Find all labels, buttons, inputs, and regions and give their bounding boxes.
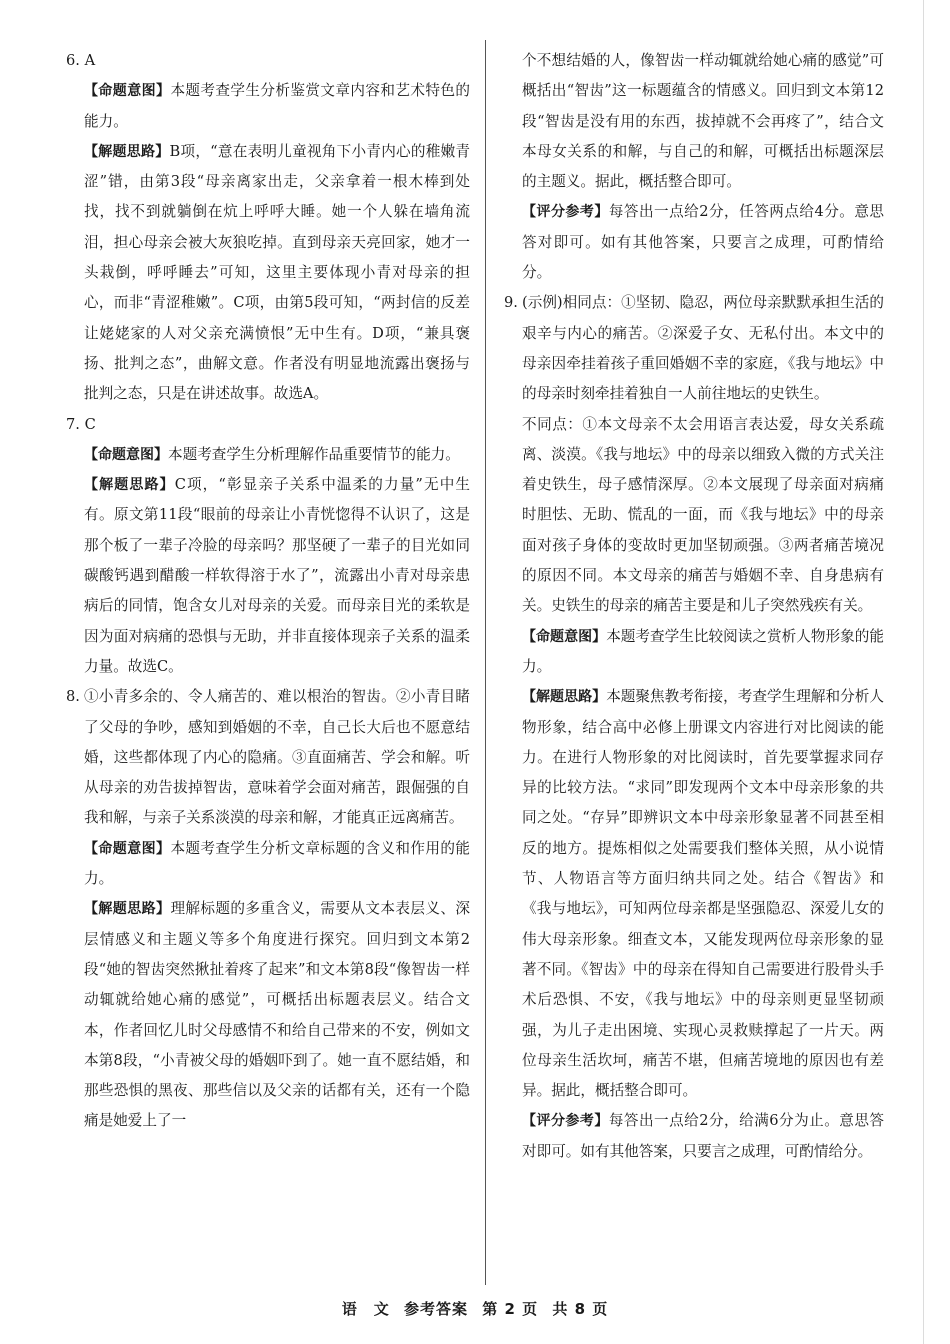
q9-idea-tag: 【解题思路】	[522, 689, 607, 706]
q9-answer-same	[500, 288, 884, 409]
footer-total-pages: 共 8 页	[552, 1300, 609, 1318]
footer-title: 参考答案	[403, 1300, 468, 1318]
footer-subject: 语 文	[341, 1300, 390, 1318]
q9-same-text: (示例)相同点：①坚韧、隐忍，两位母亲默默承担生活的艰辛与内心的痛苦。②深爱子女、无私付出。本文中的母亲因牵挂着孩子重回婚姻不幸的家庭，《我与地坛》中的母亲时刻牵挂着独自一人前往地坛的史铁生。	[522, 294, 884, 403]
left-column	[62, 46, 470, 1286]
q6-intent-text: 本题考查学生分析鉴赏文章内容和艺术特色的能力。	[84, 82, 470, 130]
q9-intent-text: 本题考查学生比较阅读之赏析人物形象的能力。	[522, 627, 884, 675]
q9-score-tag: 【评分参考】	[522, 1113, 609, 1130]
q7-answer: 7. C	[66, 415, 96, 433]
q8-answer-text: ①小青多余的、令人痛苦的、难以根治的智齿。②小青目睹了父母的争吵，感知到婚姻的不幸，自己长大后也不愿意结婚，这些都体现了内心的隐痛。③直面痛苦、学会和解。听从母亲的劝告拔掉智齿，意味着学会面对痛苦，跟倔强的自我和解，与亲子关系淡漠的母亲和解，才能真正远离痛苦。	[84, 688, 470, 827]
q7-idea-text: C项，“彰显亲子关系中温柔的力量”无中生有。原文第11段“眼前的母亲让小青恍惚得不认识了，这是那个板了一辈子冷脸的母亲吗？那坚硬了一辈子的目光如同碳酸钙遇到醋酸一样软得溶于水了”，流露出小青对母亲患病后的同情，饱含女儿对母亲的关爱。而母亲目光的柔软是因为面对病痛的恐惧与无助，并非直接体现亲子关系的温柔力量。故选C。	[84, 476, 471, 675]
q9-intent	[500, 622, 884, 683]
q7-idea	[62, 470, 470, 682]
page-footer	[0, 1298, 950, 1319]
q6-idea-text: B项，“意在表明儿童视角下小青内心的稚嫩青涩”错，由第3段“母亲离家出走，父亲拿着一根木棒到处找，找不到就躺倒在炕上呼呼大睡。她一个人躲在墙角流泪，担心母亲会被大灰狼吃掉。直到母亲天亮回家，她才一头栽倒，呼呼睡去”可知，这里主要体现小青对母亲的担心，而非“青涩稚嫩”。C项，由第5段可知，“两封信的反差让姥姥家的人对父亲充满愤恨”无中生有。D项，“兼具褒扬、批判之态”，曲解文意。作者没有明显地流露出褒扬与批判之态，只是在讲述故事。故选A。	[84, 142, 471, 403]
q6-intent-tag: 【命题意图】	[84, 83, 171, 100]
q6-answer: 6. A	[66, 52, 96, 69]
q7-intent-tag: 【命题意图】	[84, 446, 168, 463]
column-divider	[485, 40, 486, 1285]
footer-page-number: 第 2 页	[482, 1300, 539, 1318]
q8-score	[500, 197, 884, 288]
right-column	[500, 46, 884, 1286]
q7-intent	[62, 440, 470, 470]
q8-idea-text: 理解标题的多重含义，需要从文本表层义、深层情感义和主题义等多个角度进行探究。回归到文本第2段“她的智齿突然揪扯着疼了起来”和文本第8段“像智齿一样动辄就给她心痛的感觉”，可概括出标题表层义。结合文本，作者回忆儿时父母感情不和给自己带来的不安，例如文本第8段，“小青被父母的婚姻吓到了。她一直不愿结婚，和那些恐惧的黑夜、那些信以及父亲的话都有关，还有一个隐痛是她爱上了一	[84, 900, 470, 1130]
q9-intent-tag: 【命题意图】	[522, 628, 607, 645]
q9-answer-diff: 不同点：①本文母亲不太会用语言表达爱，母女关系疏离、淡漠。《我与地坛》中的母亲以细致入微的方式关注着史铁生，母子感情深厚。②本文展现了母亲面对病痛时胆怯、无助、慌乱的一面，而《我与地坛》中的母亲面对孩子身体的变故时更加坚韧顽强。③两者痛苦境况的原因不同。本文母亲的痛苦与婚姻不幸、自身患病有关。史铁生的母亲的痛苦主要是和儿子突然残疾有关。	[522, 415, 884, 615]
q8-score-text: 每答出一点给2分，任答两点给4分。意思答对即可。如有其他答案，只要言之成理，可酌情给分。	[522, 203, 885, 282]
q8-intent-tag: 【命题意图】	[84, 840, 171, 857]
q9-idea	[500, 682, 884, 1106]
q8-number: 8.	[66, 688, 80, 706]
q8-idea	[62, 894, 470, 1136]
q7-intent-text: 本题考查学生分析理解作品重要情节的能力。	[168, 445, 460, 463]
q9-score	[500, 1106, 884, 1167]
q9-number: 9.	[504, 294, 518, 312]
q8-intent-text: 本题考查学生分析文章标题的含义和作用的能力。	[84, 839, 470, 888]
q7-idea-tag: 【解题思路】	[84, 477, 175, 494]
q8-idea-tag: 【解题思路】	[84, 901, 171, 918]
q9-idea-text: 本题聚焦教考衔接，考查学生理解和分析人物形象，结合高中必修上册课文内容进行对比阅读的能力。在进行人物形象的对比阅读时，首先要掌握求同存异的比较方法。“求同”即发现两个文本中母亲形象的共同之处。“存异”即辨识文本中母亲形象显著不同甚至相反的地方。提炼相似之处需要我们整体关照，从小说情节、人物语言等方面归纳共同之处。结合《智齿》和《我与地坛》，可知两位母亲都是坚强隐忍、深爱儿女的伟大母亲形象。细查文本，又能发现两位母亲形象的显著不同。《智齿》中的母亲在得知自己需要进行股骨头手术后恐惧、不安，《我与地坛》中的母亲则更显坚韧顽强，为儿子走出困境、实现心灵救赎撑起了一片天。两位母亲生活坎坷，痛苦不堪，但痛苦境地的原因也有差异。据此，概括整合即可。	[522, 688, 884, 1100]
q8-idea-continued: 个不想结婚的人，像智齿一样动辄就给她心痛的感觉”可概括出“智齿”这一标题蕴含的情感义。回归到文本第12段“智齿是没有用的东西，拔掉就不会再疼了”，结合文本母女关系的和解，与自己的和解，可概括出标题深层的主题义。据此，概括整合即可。	[522, 52, 884, 191]
q6-intent	[62, 76, 470, 137]
q8-answer	[62, 682, 470, 833]
q9-score-text: 每答出一点给2分，给满6分为止。意思答对即可。如有其他答案，只要言之成理，可酌情给分。	[522, 1112, 885, 1160]
page-edge-line	[923, 0, 924, 1344]
q8-intent	[62, 834, 470, 895]
q6-idea-tag: 【解题思路】	[84, 143, 170, 160]
q8-score-tag: 【评分参考】	[522, 204, 609, 221]
q6-idea	[62, 137, 470, 410]
